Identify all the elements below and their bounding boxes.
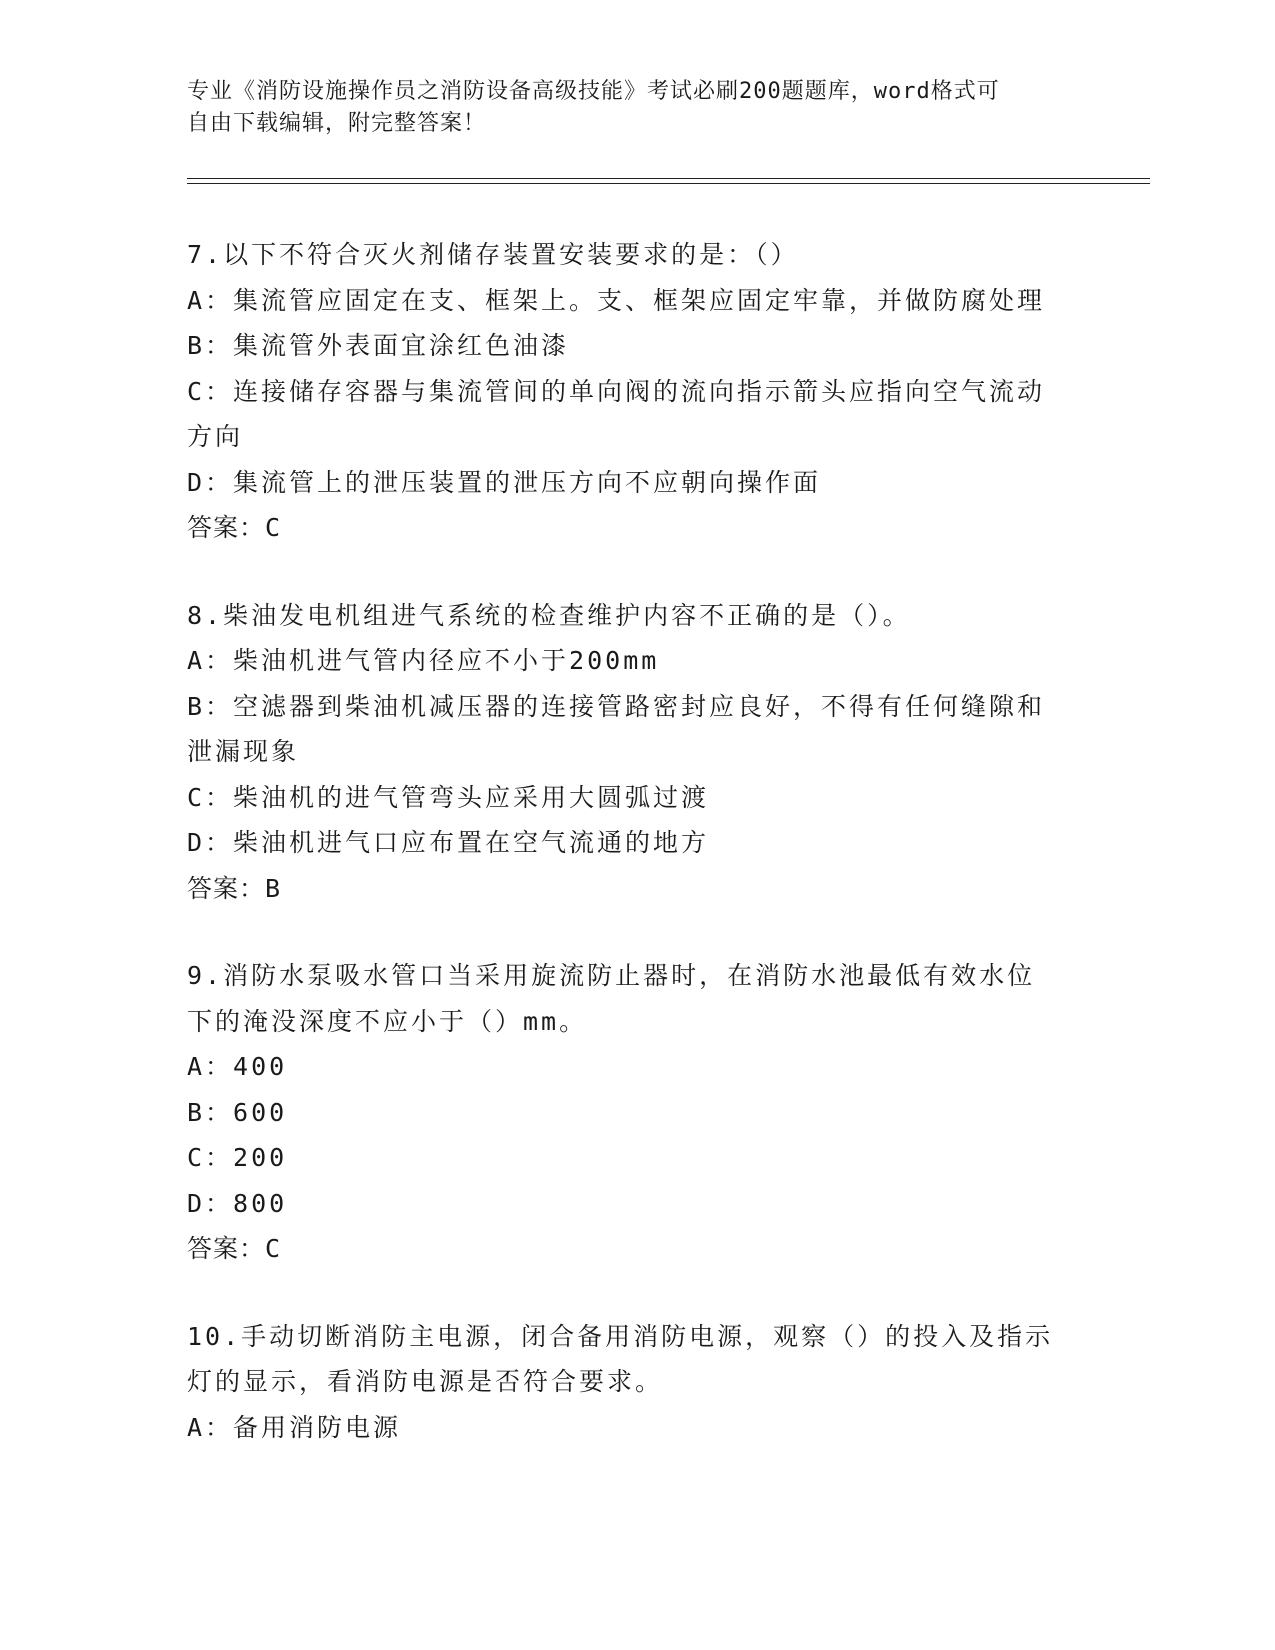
question-stem: 10.手动切断消防主电源，闭合备用消防电源，观察（）的投入及指示 xyxy=(187,1321,1054,1351)
option-c: C：200 xyxy=(187,1143,288,1172)
answer-line xyxy=(187,1226,1067,1272)
option-b-continued: 泄漏现象 xyxy=(187,737,300,766)
option-d: D：柴油机进气口应布置在空气流通的地方 xyxy=(187,828,710,857)
question-8 xyxy=(187,593,1067,912)
option-d: D：800 xyxy=(187,1188,288,1218)
question-9 xyxy=(187,953,1067,1272)
question-7 xyxy=(187,232,1067,551)
document-header xyxy=(187,76,1067,140)
option-b: B：集流管外表面宜涂红色油漆 xyxy=(187,331,570,360)
answer-line xyxy=(187,866,1067,912)
option-c-continued: 方向 xyxy=(187,422,244,451)
answer-value: C xyxy=(265,1234,282,1263)
answer-label: 答案： xyxy=(187,513,266,542)
question-stem-continued: 下的淹没深度不应小于（）mm。 xyxy=(187,1006,588,1036)
answer-label: 答案： xyxy=(187,873,266,903)
option-d: D：集流管上的泄压装置的泄压方向不应朝向操作面 xyxy=(187,467,822,497)
header-divider-top xyxy=(187,178,1150,179)
option-c: C：柴油机的进气管弯头应采用大圆弧过渡 xyxy=(187,782,710,812)
answer-line xyxy=(187,505,1067,551)
header-line-1: 专业《消防设施操作员之消防设备高级技能》考试必刷200题题库，word格式可 xyxy=(187,79,1000,104)
option-b: B：600 xyxy=(187,1097,288,1127)
answer-label: 答案： xyxy=(187,1234,266,1263)
option-a: A：集流管应固定在支、框架上。支、框架应固定牢靠，并做防腐处理 xyxy=(187,285,1046,315)
option-a: A：备用消防电源 xyxy=(187,1412,402,1442)
option-a: A：400 xyxy=(187,1052,288,1081)
question-stem-continued: 灯的显示，看消防电源是否符合要求。 xyxy=(187,1367,664,1396)
header-divider-bottom xyxy=(187,183,1150,184)
option-b: B：空滤器到柴油机减压器的连接管路密封应良好，不得有任何缝隙和 xyxy=(187,691,1046,721)
answer-value: B xyxy=(265,873,282,903)
question-stem: 8.柴油发电机组进气系统的检查维护内容不正确的是（）。 xyxy=(187,600,911,630)
question-stem: 9.消防水泵吸水管口当采用旋流防止器时，在消防水池最低有效水位 xyxy=(187,961,1036,990)
answer-value: C xyxy=(265,513,282,542)
header-line-2: 自由下载编辑，附完整答案！ xyxy=(187,111,487,136)
option-a: A：柴油机进气管内径应不小于200mm xyxy=(187,646,660,675)
option-c: C：连接储存容器与集流管间的单向阀的流向指示箭头应指向空气流动 xyxy=(187,376,1046,406)
question-stem: 7.以下不符合灭火剂储存装置安装要求的是：（） xyxy=(187,240,799,269)
question-10 xyxy=(187,1314,1067,1451)
question-list xyxy=(187,232,1067,1492)
